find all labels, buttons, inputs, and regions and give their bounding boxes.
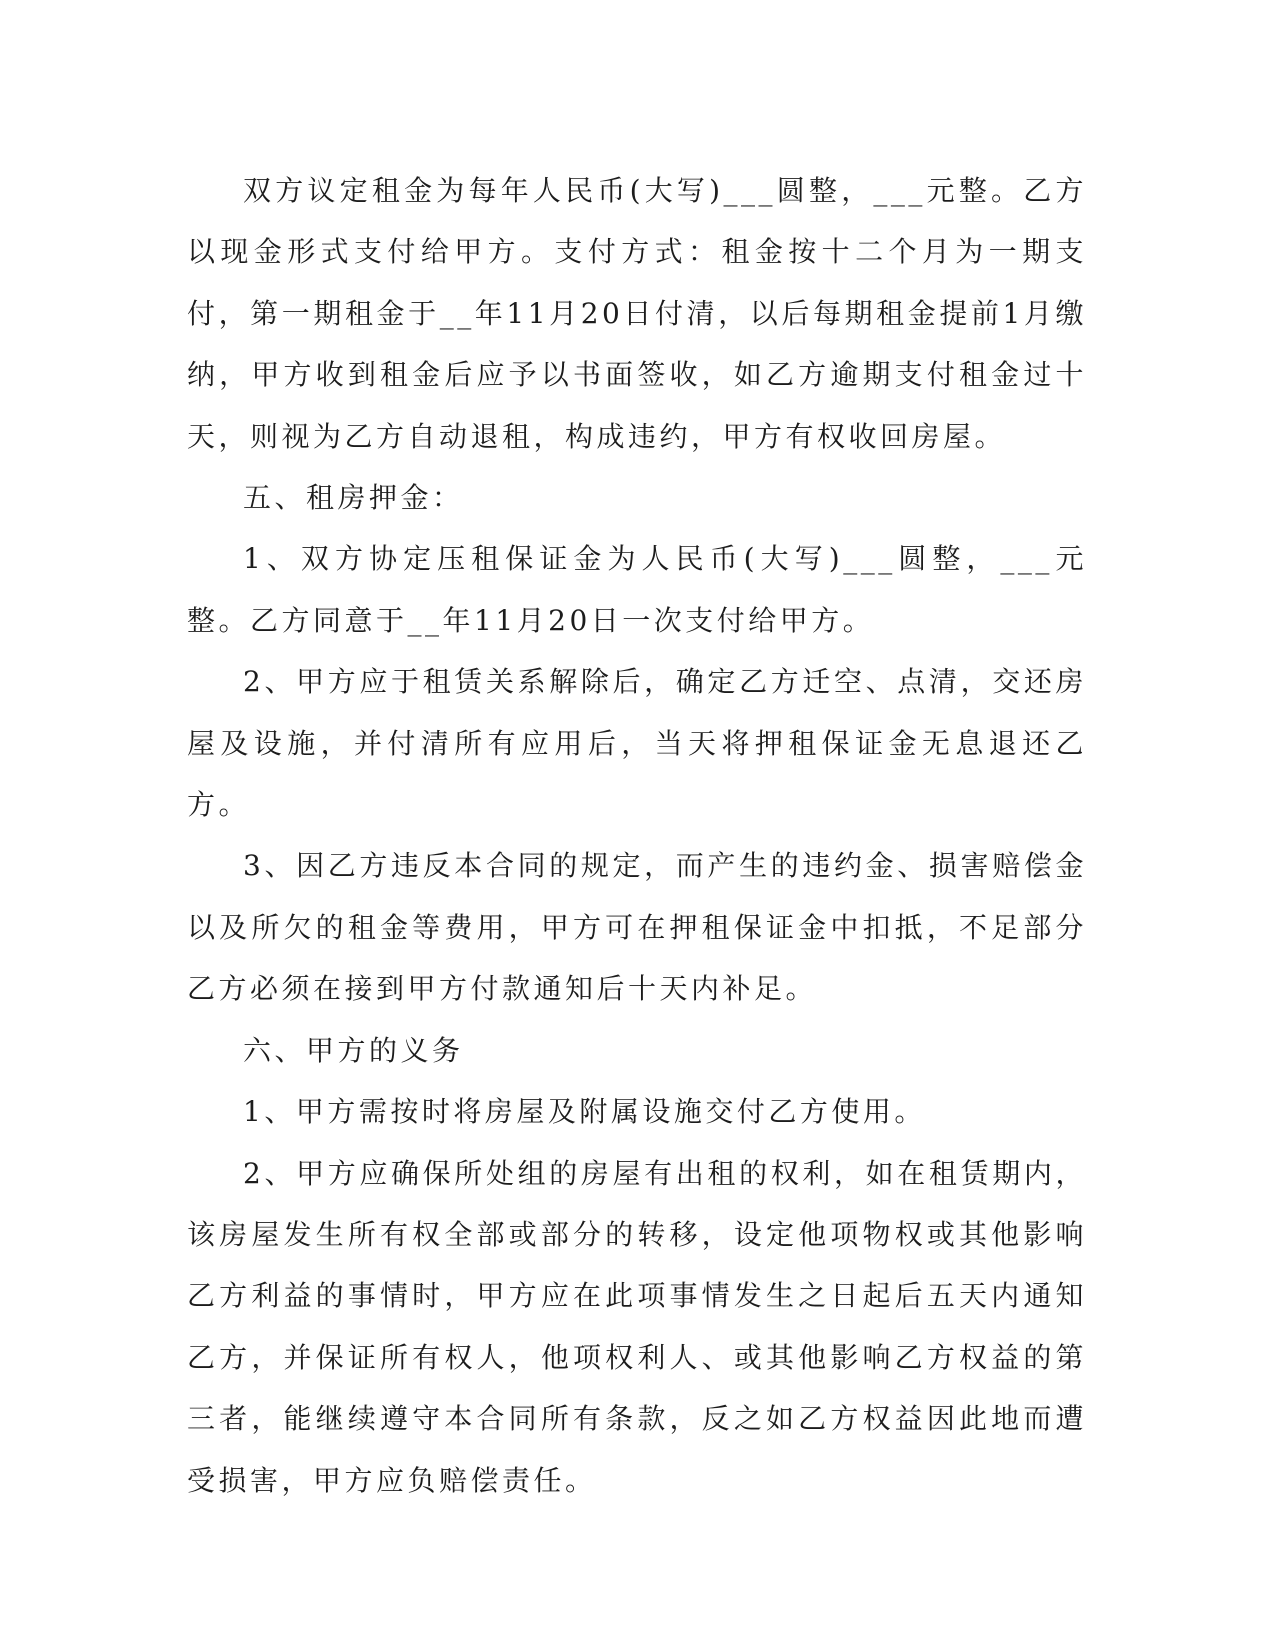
document-body [187, 160, 1087, 1511]
paragraph-deposit-deduction: 3、因乙方违反本合同的规定，而产生的违约金、损害赔偿金以及所欠的租金等费用，甲方可在押租保证金中扣抵，不足部分乙方必须在接到甲方付款通知后十天内补足。 [187, 849, 1087, 1006]
section-heading-party-a-obligations: 六、甲方的义务 [243, 1033, 464, 1067]
section-heading-deposit: 五、租房押金： [243, 481, 464, 515]
paragraph-delivery-obligation: 1、甲方需按时将房屋及附属设施交付乙方使用。 [243, 1095, 926, 1129]
paragraph-deposit-refund: 2、甲方应于租赁关系解除后，确定乙方迁空、点清，交还房屋及设施，并付清所有应用后，当天将押租保证金无息退还乙方。 [187, 665, 1087, 822]
paragraph-rent-payment: 双方议定租金为每年人民币(大写)___圆整，___元整。乙方以现金形式支付给甲方。支付方式：租金按十二个月为一期支付，第一期租金于__年11月20日付清，以后每期租金提前1月缴纳，甲方收到租金后应予以书面签收，如乙方逾期支付租金过十天，则视为乙方自动退租，构成违约，甲方有权收回房屋。 [187, 174, 1087, 453]
paragraph-ownership-guarantee: 2、甲方应确保所处组的房屋有出租的权利，如在租赁期内，该房屋发生所有权全部或部分的转移，设定他项物权或其他影响乙方利益的事情时，甲方应在此项事情发生之日起后五天内通知乙方，并保证所有权人，他项权利人、或其他影响乙方权益的第三者，能继续遵守本合同所有条款，反之如乙方权益因此地而遭受损害，甲方应负赔偿责任。 [187, 1156, 1087, 1497]
paragraph-deposit-amount: 1、双方协定压租保证金为人民币(大写)___圆整，___元整。乙方同意于__年11月20日一次支付给甲方。 [187, 542, 1087, 637]
